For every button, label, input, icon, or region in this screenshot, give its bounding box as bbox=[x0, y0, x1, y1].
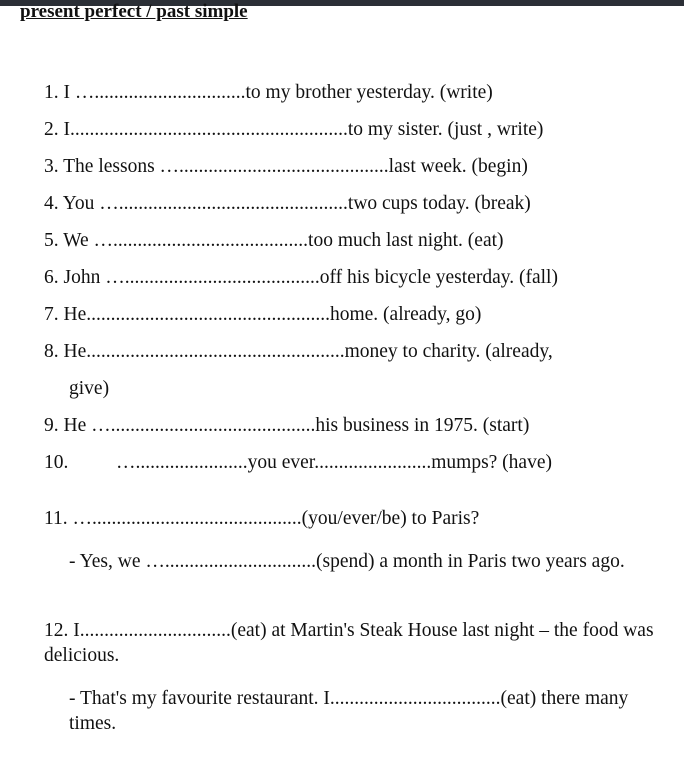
exercise-5: 5. We …........................................too much last night. (eat) bbox=[44, 230, 504, 251]
exercise-11-response: - Yes, we …...............................(spend) a month in Paris two years ago. bbox=[69, 551, 625, 572]
exercise-6: 6. John …........................................off his bicycle yesterday. (fall) bbox=[44, 267, 558, 288]
exercise-8: 8. He.....................................................money to charity. (already, bbox=[44, 341, 553, 362]
exercise-1: 1. I …...............................to my brother yesterday. (write) bbox=[44, 82, 493, 103]
exercise-10-number: 10. bbox=[44, 452, 69, 473]
exercise-12: 12. I...............................(eat) at Martin's Steak House last night – the food was delicious. bbox=[44, 620, 654, 666]
exercise-12-response: - That's my favourite restaurant. I...................................(eat) there many times. bbox=[69, 688, 629, 734]
worksheet-title: present perfect / past simple bbox=[20, 1, 248, 22]
exercise-11: 11. …...........................................(you/ever/be) to Paris? bbox=[44, 508, 480, 529]
exercise-4: 4. You …...............................................two cups today. (break) bbox=[44, 193, 531, 214]
exercise-10: ….......................you ever........................mumps? (have) bbox=[116, 452, 552, 473]
exercise-7: 7. He..................................................home. (already, go) bbox=[44, 304, 482, 325]
exercise-3: 3. The lessons …...........................................last week. (begin) bbox=[44, 156, 528, 177]
exercise-8-continued: give) bbox=[69, 378, 110, 399]
exercise-9: 9. He …..........................................his business in 1975. (start) bbox=[44, 415, 530, 436]
exercise-2: 2. I.........................................................to my sister. (just , write) bbox=[44, 119, 544, 140]
